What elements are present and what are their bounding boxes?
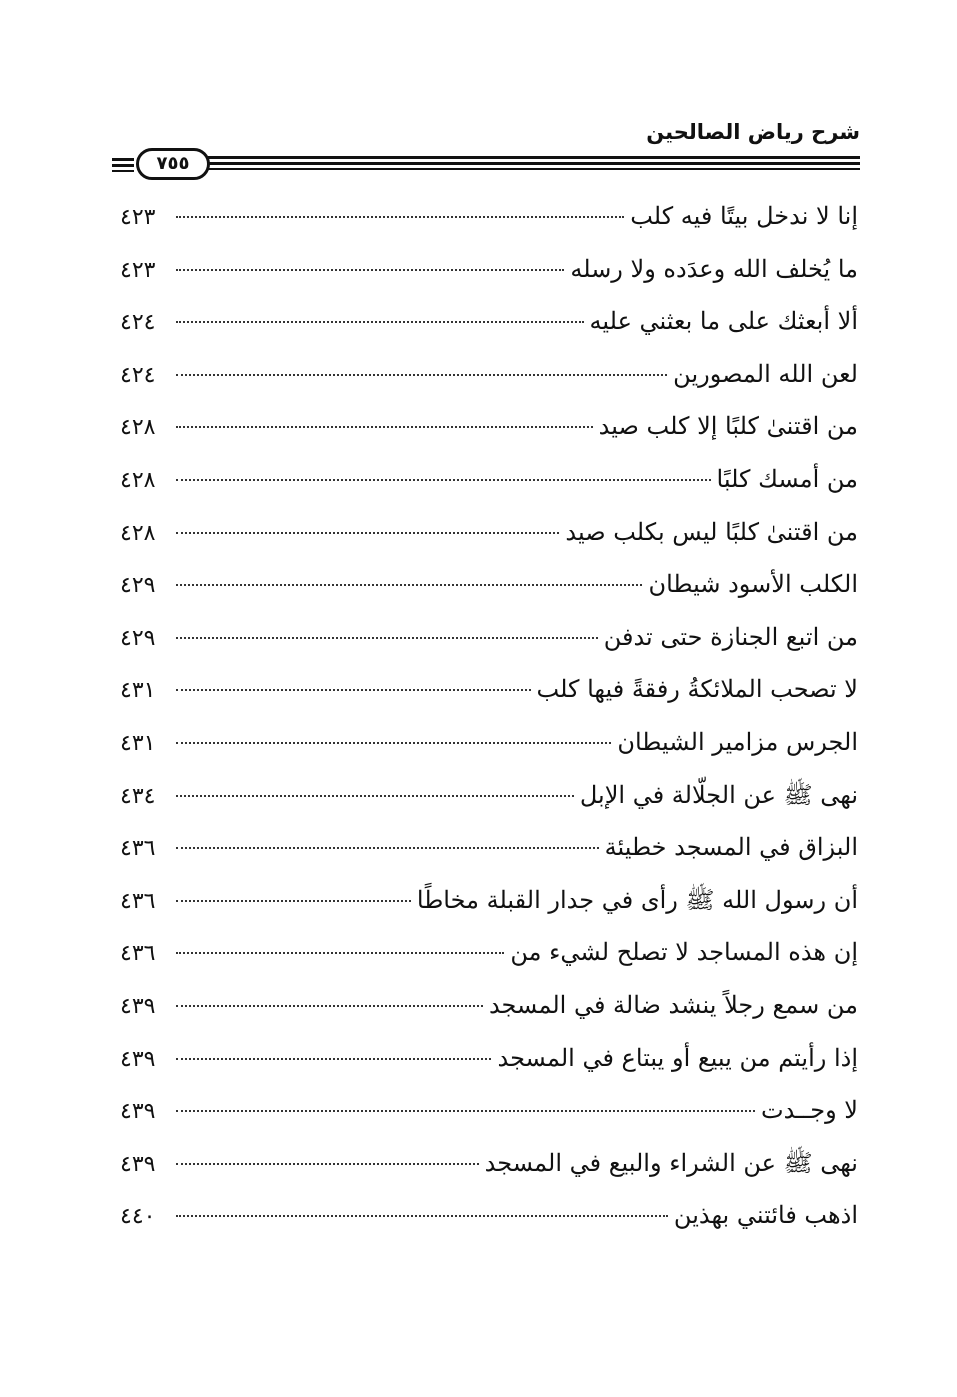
toc-entry <box>120 295 858 348</box>
toc-entry <box>120 979 858 1032</box>
toc-entry <box>120 716 858 769</box>
toc-entry <box>120 558 858 611</box>
toc-entry-page: ٤٣٩ <box>120 1046 156 1072</box>
toc-entry-title: من سمع رجلاً ينشد ضالة في المسجد <box>488 990 858 1019</box>
dot-leader <box>176 847 599 849</box>
toc-entry <box>120 400 858 453</box>
dot-leader <box>176 584 642 586</box>
toc-entry-page: ٤٣٩ <box>120 993 156 1019</box>
toc-entry-title: اذهب فائتني بهذين <box>673 1201 858 1230</box>
toc-entry-page: ٤٢٩ <box>120 625 156 651</box>
table-of-contents <box>120 190 858 1242</box>
dot-leader <box>176 1058 491 1060</box>
dot-leader <box>176 1110 755 1112</box>
dot-leader <box>176 795 574 797</box>
toc-entry-page: ٤٣٤ <box>120 783 156 809</box>
toc-entry-page: ٤٢٣ <box>120 257 156 283</box>
dot-leader <box>176 479 711 481</box>
toc-entry-page: ٤٢٣ <box>120 205 156 230</box>
toc-entry <box>120 611 858 664</box>
page-number-badge: ٧٥٥ <box>136 148 210 180</box>
header-rule-left <box>108 156 134 176</box>
toc-entry-title: ما يُخلف الله وعدَده ولا رسله <box>570 254 858 283</box>
dot-leader <box>176 742 611 744</box>
toc-entry-page: ٤٣٦ <box>120 888 156 914</box>
dot-leader <box>176 1215 668 1217</box>
toc-entry <box>120 874 858 927</box>
toc-entry-page: ٤٣٦ <box>120 941 156 967</box>
toc-entry-title: من اتبع الجنازة حتى تدفن <box>603 622 858 651</box>
dot-leader <box>176 900 411 902</box>
toc-entry-page: ٤٢٤ <box>120 362 156 388</box>
toc-entry-title: البزاق في المسجد خطيئة <box>604 833 858 862</box>
header-rule <box>208 152 860 172</box>
book-title: شرح رياض الصالحين <box>646 120 860 144</box>
toc-entry-title: لا تصحب الملائكةُ رفقةً فيها كلب <box>536 675 858 704</box>
toc-entry-page: ٤٢٨ <box>120 415 156 441</box>
dot-leader <box>176 374 667 376</box>
toc-entry <box>120 190 858 243</box>
toc-entry-page: ٤٢٨ <box>120 467 156 493</box>
toc-entry-page: ٤٣١ <box>120 678 156 704</box>
toc-entry-title: من اقتنىٰ كلبًا ليس بكلب صيد <box>565 517 858 546</box>
toc-entry <box>120 243 858 296</box>
toc-entry-title: إنا لا ندخل بيتًا فيه كلب <box>630 202 858 230</box>
toc-entry-title: إن هذه المساجد لا تصلح لشيء من <box>510 938 858 967</box>
toc-entry <box>120 663 858 716</box>
toc-entry-title: الكلب الأسود شيطان <box>648 570 858 599</box>
toc-entry-title: نهى ﷺ عن الجلّالة في الإبل <box>579 780 858 809</box>
toc-entry-page: ٤٢٨ <box>120 520 156 546</box>
dot-leader <box>176 321 584 323</box>
dot-leader <box>176 1005 483 1007</box>
dot-leader <box>176 952 504 954</box>
toc-entry-title: من أمسك كلبًا <box>716 464 858 493</box>
dot-leader <box>176 637 598 639</box>
toc-entry-page: ٤٣٩ <box>120 1151 156 1177</box>
toc-entry-page: ٤٢٩ <box>120 573 156 599</box>
toc-entry-page: ٤٣١ <box>120 730 156 756</box>
dot-leader <box>176 1163 479 1165</box>
page-header <box>108 118 860 180</box>
toc-entry-page: ٤٣٩ <box>120 1099 156 1125</box>
toc-entry-page: ٤٢٤ <box>120 310 156 336</box>
toc-entry <box>120 1032 858 1085</box>
dot-leader <box>176 426 593 428</box>
toc-entry <box>120 1084 858 1137</box>
toc-entry <box>120 1189 858 1242</box>
toc-entry-page: ٤٤٠ <box>120 1204 156 1230</box>
toc-entry <box>120 821 858 874</box>
toc-entry-title: لعن الله المصورين <box>673 359 858 388</box>
dot-leader <box>176 216 624 218</box>
dot-leader <box>176 269 564 271</box>
toc-entry-title: الجرس مزامير الشيطان <box>617 727 858 756</box>
toc-entry-title: ألا أبعثك على ما بعثني عليه <box>589 307 858 336</box>
toc-entry <box>120 1137 858 1190</box>
toc-entry-page: ٤٣٦ <box>120 836 156 862</box>
toc-entry <box>120 453 858 506</box>
dot-leader <box>176 689 531 691</box>
toc-entry-title: من اقتنىٰ كلبًا إلا كلب صيد <box>598 412 858 441</box>
toc-entry-title: أن رسول الله ﷺ رأى في جدار القبلة مخاطًا <box>416 885 858 914</box>
toc-entry-title: إذا رأيتم من يبيع أو يبتاع في المسجد <box>497 1043 858 1072</box>
toc-entry-title: نهى ﷺ عن الشراء والبيع في المسجد <box>484 1148 858 1177</box>
dot-leader <box>176 532 559 534</box>
toc-entry <box>120 769 858 822</box>
toc-entry <box>120 926 858 979</box>
toc-entry <box>120 506 858 559</box>
toc-entry <box>120 348 858 401</box>
toc-entry-title: لا وجــدت <box>761 1096 858 1125</box>
